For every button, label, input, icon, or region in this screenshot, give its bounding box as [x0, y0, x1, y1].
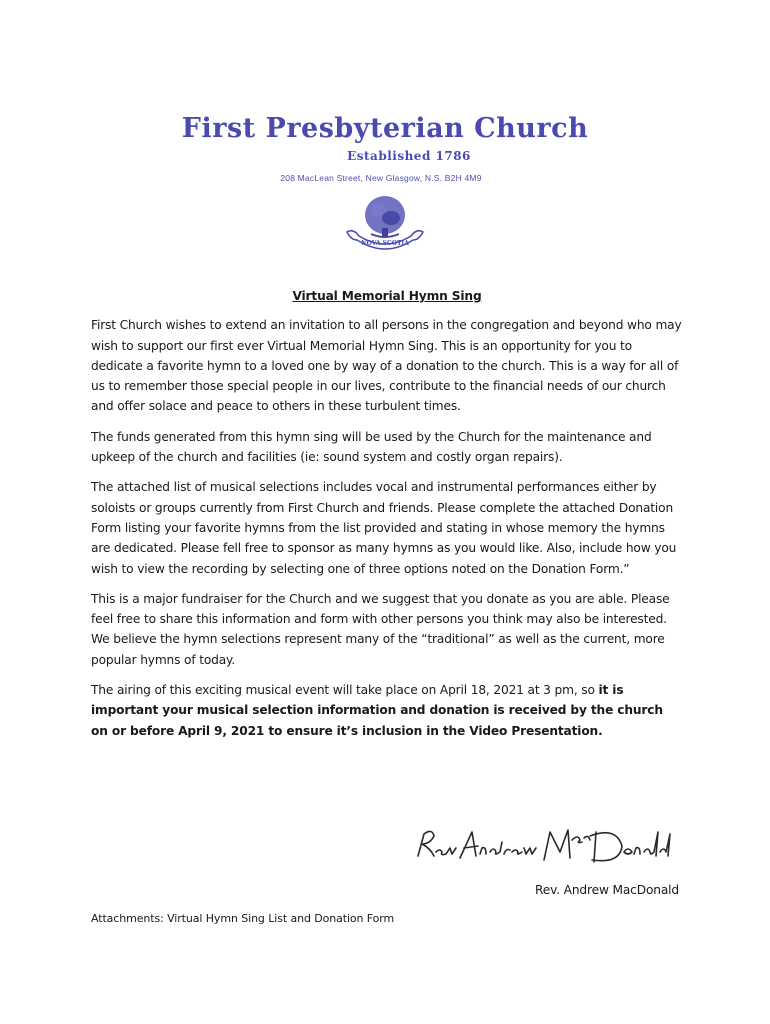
church-name: First Presbyterian Church — [181, 113, 589, 144]
airing-text: The airing of this exciting musical event will take place on April 18, 2021 at 3 pm, so — [91, 683, 599, 698]
letterhead — [0, 112, 770, 183]
church-address: 208 MacLean Street, New Glasgow, N.S. B2H 4M9 — [280, 173, 482, 183]
paragraph-selections: The attached list of musical selections includes vocal and instrumental performances either by soloists or groups currently from First Church and friends. Please complete the attached Donation Form listing your favorite hymns from the list provided and stating in whose memory the hymns are dedicated. Please fell free to sponsor as many hymns as you would like. Also, include how you wish to view the recording by selecting one of three options noted on the Donation Form.” — [91, 480, 677, 576]
attachments-note: Attachments: Virtual Hymn Sing List and Donation Form — [91, 912, 395, 925]
paragraph-airing — [91, 680, 683, 741]
paragraph-invitation: First Church wishes to extend an invitation to all persons in the congregation and beyond who may wish to support our first ever Virtual Memorial Hymn Sing. This is an opportunity for you to dedicate a favorite hymn to a loved one by way of a donation to the church. This is a way for all of us to remember those special people in our lives, contribute to the financial needs of our church and offer solace and peace to others in these turbulent times. — [91, 318, 682, 414]
svg-text:NOVA SCOTIA: NOVA SCOTIA — [361, 240, 409, 247]
established-line: Established 1786 — [347, 149, 471, 163]
paragraph-funds: The funds generated from this hymn sing will be used by the Church for the maintenance and upkeep of the church and facilities (ie: sound system and costly organ repairs). — [91, 429, 652, 465]
letter-title: Virtual Memorial Hymn Sing — [292, 289, 482, 303]
letter-body — [91, 286, 683, 751]
paragraph-fundraiser: This is a major fundraiser for the Church and we suggest that you donate as you are able. Please feel free to share this information and form with other persons you think may also be interested. We believe the hymn selections represent many of the “traditional” as well as the current, more popular hymns of today. — [91, 591, 670, 667]
airing-deadline-text: it is important your musical selection information and donation is received by the church on or before April 9, 2021 to ensure it’s inclusion in the Video Presentation. — [91, 683, 663, 738]
church-seal-logo — [343, 188, 427, 254]
svg-text:Rev Andrew MacDonald: Rev Andrew MacDonald — [410, 822, 422, 823]
handwritten-signature — [410, 822, 672, 872]
signatory-name: Rev. Andrew MacDonald — [534, 883, 679, 897]
